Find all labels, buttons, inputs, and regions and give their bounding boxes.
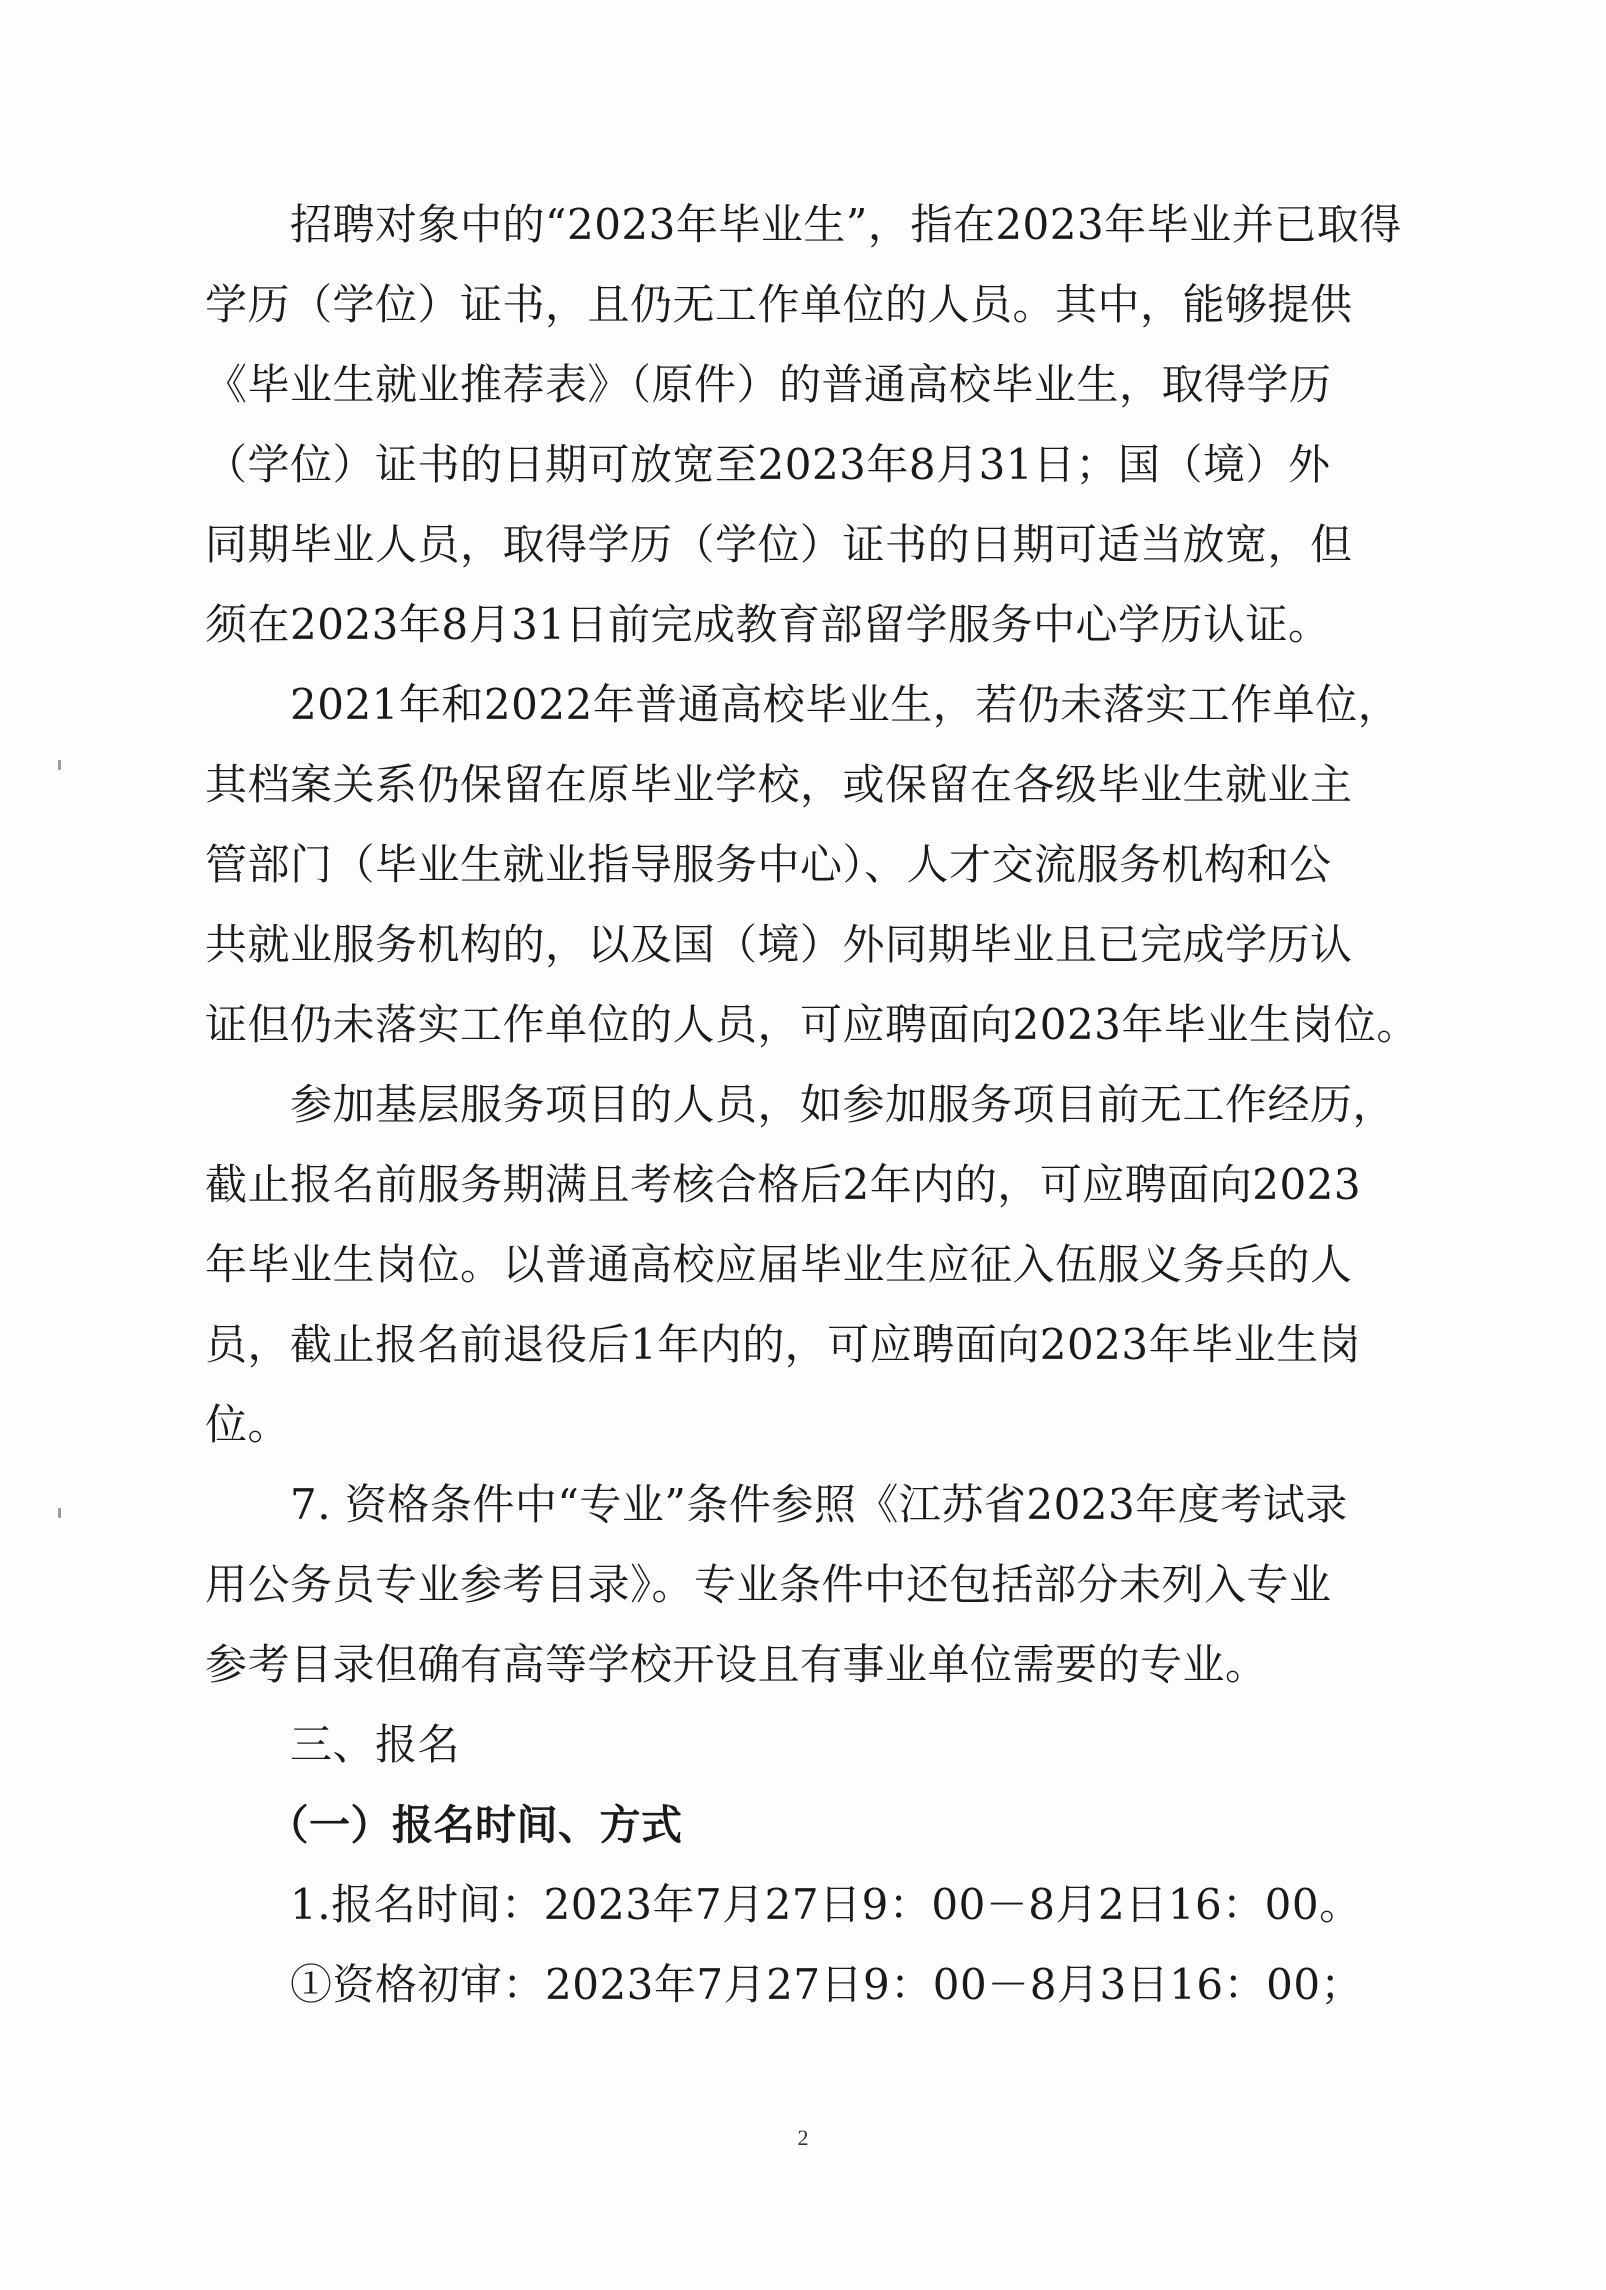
text-line: 学历（学位）证书，且仍无工作单位的人员。其中，能够提供 xyxy=(205,280,1353,329)
text-line: 参加基层服务项目的人员，如参加服务项目前无工作经历， xyxy=(205,1080,1396,1129)
document-body xyxy=(205,185,1420,2025)
text-line: 7. 资格条件中“专业”条件参照《江苏省2023年度考试录 xyxy=(205,1480,1348,1529)
text-line: （学位）证书的日期可放宽至2023年8月31日；国（境）外 xyxy=(205,440,1331,489)
page-number: 2 xyxy=(797,2125,809,2150)
text-line: 共就业服务机构的，以及国（境）外同期毕业且已完成学历认 xyxy=(205,920,1353,969)
section-subheading: （一）报名时间、方式 xyxy=(205,1801,683,1849)
text-line: 三、报名 xyxy=(205,1720,461,1769)
text-line: 参考目录但确有高等学校开设且有事业单位需要的专业。 xyxy=(205,1640,1268,1689)
text-line: ①资格初审：2023年7月27日9：00－8月3日16：00； xyxy=(205,1960,1364,2009)
scan-mark xyxy=(58,1508,61,1518)
text-line: 《毕业生就业推荐表》（原件）的普通高校毕业生，取得学历 xyxy=(205,360,1332,409)
text-line: 1.报名时间：2023年7月27日9：00－8月2日16：00。 xyxy=(205,1880,1362,1929)
text-line: 其档案关系仍保留在原毕业学校，或保留在各级毕业生就业主 xyxy=(205,760,1353,809)
text-line: 同期毕业人员，取得学历（学位）证书的日期可适当放宽，但 xyxy=(205,520,1353,569)
text-line: 年毕业生岗位。以普通高校应届毕业生应征入伍服义务兵的人 xyxy=(205,1240,1353,1289)
text-line: 须在2023年8月31日前完成教育部留学服务中心学历认证。 xyxy=(205,600,1331,649)
text-line: 证但仍未落实工作单位的人员，可应聘面向2023年毕业生岗位。 xyxy=(205,1000,1419,1049)
text-line: 2021年和2022年普通高校毕业生，若仍未落实工作单位， xyxy=(205,680,1401,729)
text-line: 截止报名前服务期满且考核合格后2年内的，可应聘面向2023 xyxy=(205,1160,1362,1209)
text-line: 管部门（毕业生就业指导服务中心）、人才交流服务机构和公 xyxy=(205,840,1332,889)
text-line: 员，截止报名前退役后1年内的，可应聘面向2023年毕业生岗 xyxy=(205,1320,1362,1369)
scan-mark xyxy=(58,760,61,770)
text-line: 用公务员专业参考目录》。专业条件中还包括部分未列入专业 xyxy=(205,1560,1332,1609)
text-line: 招聘对象中的“2023年毕业生”，指在2023年毕业并已取得 xyxy=(205,200,1402,249)
text-line: 位。 xyxy=(205,1400,291,1449)
